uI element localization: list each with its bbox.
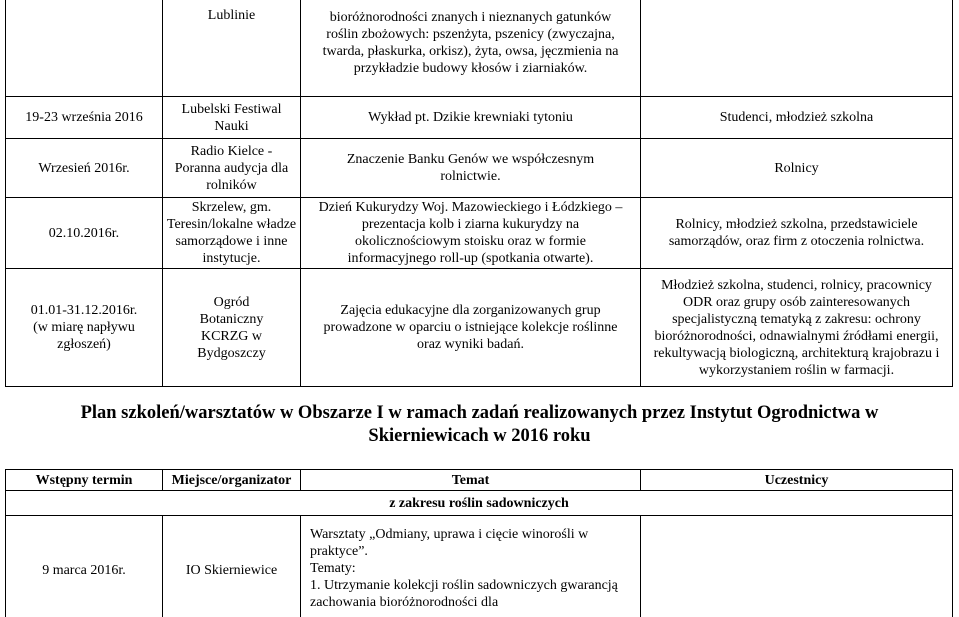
upper-row-4-topic: Zajęcia edukacyjne dla zorganizowanych grup prowadzone w oparciu o istniejące kolekcje roślinne oraz wyniki badań. — [323, 303, 618, 352]
upper-row-4-participants: Młodzież szkolna, studenci, rolnicy, pracownicy ODR oraz grupy osób zainteresowanych specjalistyczną tematyką z zakresu: ochrony bioróżnorodności, odnawialnymi źródłami energii, rekultywacją biologiczną, architekturą krajobrazu i wykorzystaniem roślin w farmacji. — [653, 277, 940, 378]
upper-row-0-participants — [641, 7, 952, 96]
upper-row-4-place: Ogród Botaniczny KCRZG w Bydgoszczy — [197, 294, 266, 361]
lower-vline-4 — [952, 469, 953, 617]
upper-vline-4 — [952, 0, 953, 387]
upper-hline-5 — [5, 386, 953, 387]
lower-row-place: IO Skierniewice — [185, 563, 278, 578]
upper-row-3-participants: Rolnicy, młodzież szkolna, przedstawiciele samorządów, oraz firm z otoczenia rolnictwa. — [668, 217, 925, 249]
upper-row-2-place: Radio Kielce - Poranna audycja dla rolników — [174, 143, 289, 193]
lower-row-date: 9 marca 2016r. — [42, 563, 126, 578]
section-title: Plan szkoleń/warsztatów w Obszarze I w ramach zadań realizowanych przez Instytut Ogrodnictwa w Skierniewicach w 2016 roku — [80, 403, 879, 446]
upper-row-3-place: Skrzelew, gm. Teresin/lokalne władze samorządowe i inne instytucje. — [166, 200, 297, 266]
header-participants: Uczestnicy — [764, 472, 829, 488]
upper-row-3-topic: Dzień Kukurydzy Woj. Mazowieckiego i Łódzkiego – prezentacja kolb i ziarna kukurydzy na okolicznościowym stoisku oraz w formie informacyjnego roll-up (spotkania otwarte). — [318, 200, 623, 266]
upper-row-0-topic: bioróżnorodności znanych i nieznanych gatunków roślin zbożowych: pszenżyta, pszenicy (zwyczajna, twarda, płaskurka, orkisz), żyta, owsa, jęczmienia na przykładzie budowy kłosów i ziarniaków. — [322, 10, 619, 76]
subheader-fruit-plants: z zakresu roślin sadowniczych — [389, 495, 569, 511]
upper-row-1-participants: Studenci, młodzież szkolna — [719, 110, 874, 125]
upper-row-3-date: 02.10.2016r. — [48, 225, 120, 241]
upper-row-0-place: Lublinie — [207, 8, 256, 23]
header-place: Miejsce/organizator — [171, 472, 292, 488]
upper-row-2-topic: Znaczenie Banku Genów we współczesnym rolnictwie. — [346, 152, 595, 184]
lower-row-topic: Warsztaty „Odmiany, uprawa i cięcie winorośli w praktyce”. Tematy: 1. Utrzymanie kolekcji roślin sadowniczych gwarancją zachowania bioróżnorodności dla — [310, 527, 618, 610]
header-topic: Temat — [451, 472, 490, 488]
upper-row-1-place: Lubelski Festiwal Nauki — [181, 101, 282, 134]
upper-row-0-date — [6, 7, 162, 96]
header-date: Wstępny termin — [35, 472, 133, 488]
upper-row-1-topic: Wykład pt. Dzikie krewniaki tytoniu — [368, 110, 573, 125]
lower-row-participants — [641, 516, 952, 617]
upper-row-1-date: 19-23 września 2016 — [25, 110, 143, 125]
upper-row-2-participants: Rolnicy — [774, 160, 819, 176]
upper-row-2-date: Wrzesień 2016r. — [38, 160, 130, 176]
upper-row-4-date: 01.01-31.12.2016r. (w miarę napływu zgłoszeń) — [30, 303, 138, 352]
